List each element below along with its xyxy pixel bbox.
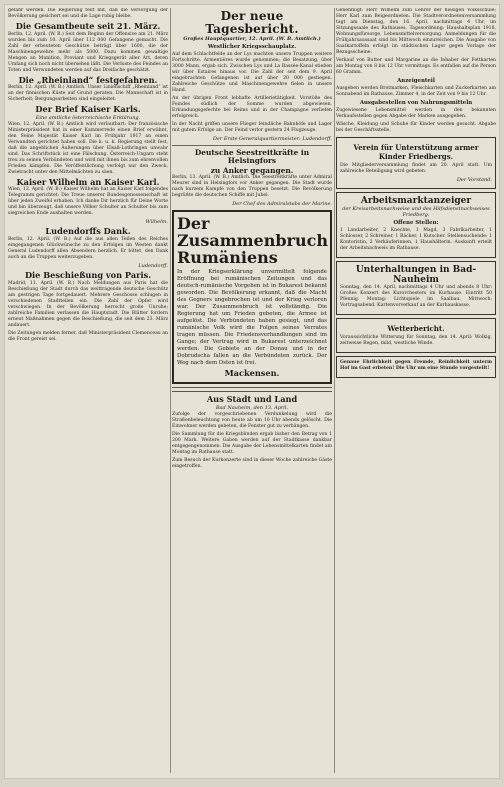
article-headline: Deutsche Seestreitkräfte in Helsingfors — [194, 148, 310, 165]
advertisement — [336, 318, 496, 353]
article-body: Berlin, 12. April. (W. B.) Amtlich. Unser Linienschiff „Rheinland“ ist an der finnischen Küste auf Grund geraten. Die Mannschaft ist in Sicherheit; Bergungsarbeiten sind eingeleitet. — [8, 85, 168, 103]
notice-body: Ausgeben werden Brotmarken, Fleischkarten und Zuckerkarten am Sonnabend im Rathause, Zimmer 4, in der Zeit von 9 bis 12 Uhr. — [336, 86, 496, 97]
ad-signature: Der Vorstand. — [456, 177, 492, 183]
intro-text: gefähr werden. Die Regierung teilt mit, daß die Versorgung der Bevölkerung gesichert sei und die Lage ruhig bleibe. — [8, 8, 168, 19]
article-body: Zufolge der vorgeschriebenen Verdunkelung wird die Straßenbeleuchtung von heute ab um 10 Uhr abends gelöscht. Die Einwohner werden gebeten, die Fenster gut zu verhängen. — [172, 411, 332, 429]
footer-notice — [336, 356, 496, 378]
notice-body: Zugewiesene Lebensmittel werden in den bekannten Verkaufsstellen gegen Abgabe der Marken ausgegeben. — [336, 108, 496, 119]
article-body: Berlin, 13. April. (W. B.) Amtlich. Die Seestreitkräfte unter Admiral Meurer sind in Helsingfors vor Anker gegangen. Die Stadt wurde nach kurzem Kampfe von den Truppen besetzt. Die Bevölkerung begrüßte die deutschen Schiffe mit Jubel. — [172, 175, 332, 199]
feature-box — [172, 210, 332, 384]
main-headline: Der neue Tagesbericht. — [205, 9, 299, 36]
article-body: Berlin, 12. April. (W. B.) Seit dem Beginn der Offensive am 21. März wurden bis zum 10. April über 112 000 Gefangene gemacht. Die Zahl der erbeuteten Geschütze beträgt über 1600, die der Maschinengewehre mehr als 5000. Dazu kommen gewaltige Mengen an Munition, Proviant und Kriegsgerät aller Art, deren Umfang sich noch nicht übersehen läßt. Die Verluste des Feindes an Toten und Verwundeten werden auf das Dreifache geschätzt. — [8, 31, 168, 73]
article-subheadline: Eine amtliche österreichische Erklärung. — [35, 114, 141, 121]
ad-headline: Verein für Unterstützung armer Kinder Friedbergs. — [353, 143, 479, 161]
column-left — [8, 8, 168, 773]
dateline: Bad Nauheim, den 13. April. — [215, 404, 289, 411]
ad-body: Sonntag, den 14. April, nachmittags 4 Uhr und abends 8 Uhr: Großes Konzert des Kurorchesters im Kurhause. Eintritt 50 Pfennig. Montag: Lichtspiele im Saalbau. Mittwoch: Vortragsabend. Kartenvorverkauf an der Kurhauskasse. — [340, 285, 492, 308]
feature-headline: Der Zusammenbruch Rumäniens — [177, 214, 328, 268]
footer-text: Genaue Ehrlichkeit gegen Fremde, Reinlichkeit unterm Hof im Gast erbeten! Die Uhr um eine Stunde vorgestellt! — [340, 360, 492, 371]
article-headline: Die Gesamtbeute seit 21. März. — [15, 21, 161, 31]
section-subheadline: Westlicher Kriegsschauplatz. — [207, 44, 297, 51]
ad-subheadline: der Kreisarbeitsnachweise und des Hilfsdienstnachweises Friedberg. — [342, 206, 490, 218]
feature-body: In der Kriegserklärung unvermittelt folgende Eröffnung bei rumänischen Zeitungen und das deutsch-rumänische Vorgehen ist in Bukarest bekannt geworden. Die Bevölkerung erkannt, daß die Macht des Gegners ungebrochen ist und der Krieg verloren war. Der Zusammenbruch ist vollständig. Die Regierung hat um Frieden gebeten, die Armee ist aufgelöst. Die Verbündeten haben gesiegt, und das rumänische Volk wird die Folgen seines Verrates tragen müssen. Die Friedensverhandlungen sind im Gange; der Vertrag wird in Bukarest unterzeichnet werden. Die Gebiete an der Donau und in der Dobrudscha fallen an die Verbündeten zurück. Der Weg nach dem Osten ist frei. — [177, 269, 327, 367]
ad-body: 1 Landarbeiter, 2 Knechte, 1 Magd, 3 Fabrikarbeiter, 1 Schlosser, 2 Schreiner, 1 Bäcker, 1 Kutscher. Stellensuchende: 1 Kontoristin, 2 Verkäuferinnen, 1 Haushälterin. Auskunft erteilt der Arbeitsnachweis im Rathause. — [340, 228, 492, 251]
section-headline: Aus Stadt und Land — [206, 394, 298, 405]
column-right — [336, 8, 496, 773]
article-headline: Der Brief Kaiser Karls. — [35, 104, 141, 115]
article-body: Zum Besuch der Kurkonzerte sind in dieser Woche zahlreiche Gäste eingetroffen. — [172, 457, 332, 469]
article-headline: Die „Rheinland“ festgefahren. — [18, 74, 158, 85]
feature-signature: Mackensen. — [224, 368, 280, 379]
article-body: Auf dem Schlachtfelde an der Lys machten unsere Truppen weitere Fortschritte. Armentières wurde genommen; die Besatzung, über 3000 Mann, ergab sich. Zwischen Lys und La Bassée-Kanal stießen wir über Estaires hinaus vor. Die Zahl der seit dem 9. April eingebrachten Gefangenen ist auf über 20 000 gestiegen. Zahlreiche Geschütze und Maschinengewehre fielen in unsere Hand. — [172, 52, 332, 94]
ad-headline: Wetterbericht. — [387, 324, 445, 333]
notice-body: Verkauf von Butter und Margarine an die Inhaber der Fettkarten am Montag von 8 bis 12 Uhr vormittags. Es entfallen auf die Person 60 Gramm. — [336, 58, 496, 75]
column-middle — [172, 8, 332, 773]
divider — [172, 387, 332, 392]
column-divider — [170, 8, 171, 773]
ad-body: Die Mitgliederversammlung findet am 20. April statt. Um zahlreiche Beteiligung wird gebeten. — [340, 163, 492, 174]
divider — [172, 145, 332, 146]
article-headline: Die Beschießung von Paris. — [24, 270, 152, 281]
article-body: Wien, 12. April. (W. B.) Amtlich wird verlautbart: Der französische Ministerpräsident hat in einer Kammerrede einen Brief erwähnt, den Seine Majestät Kaiser Karl im Frühjahr 1917 an einen Verwandten gerichtet haben soll. Die k. u. k. Regierung stellt fest, daß die angeblichen Äußerungen über Elsaß-Lothringen unwahr sind. Das Schriftstück ist eine Fälschung. Österreich-Ungarn steht treu zu seinen Verbündeten und wird mit ihnen bis zum ehrenvollen Frieden kämpfen. Die Veröffentlichung verfolgt nur den Zweck, Zwietracht unter den Mittelmächten zu säen. — [8, 121, 168, 175]
signature: Ludendorff. — [138, 263, 168, 270]
article-body: In der Nacht griffen unsere Flieger feindliche Bahnhöfe und Lager mit gutem Erfolge an. Der Feind verlor gestern 24 Flugzeuge. — [172, 122, 332, 134]
column-divider — [334, 8, 335, 773]
article-body: Madrid, 11. April. (W. B.) Nach Meldungen aus Paris hat die Beschießung der Stadt durch das weittragende deutsche Geschütz am gestrigen Tage fortgedauert. Mehrere Geschosse schlugen in verschiedenen Stadtteilen ein. Die Zahl der Opfer wird verschwiegen. In der Bevölkerung herrscht große Unruhe; zahlreiche Familien verlassen die Hauptstadt. Die Blätter fordern erneut Maßnahmen gegen die Beschießung, die seit dem 23. März andauert. — [8, 280, 168, 328]
notice-body: Genehmigt: Herr Wilhelm zum Lehrer der hiesigen Volksschule; Herr Karl zum Beigeordneten. Die Stadtverordnetenversammlung tagt am Dienstag, den 16. April, nachmittags 4 Uhr, im Sitzungssaale des Rathauses. Tagesordnung: Haushaltsplan 1918, Wohnungsfürsorge, Lebensmittelversorgung. Anmeldungen für die Frühjahrsaussaat sind bis Mittwoch einzureichen. Die Ausgabe von Saatkartoffeln erfolgt im städtischen Lager gegen Vorlage der Bezugsscheine. — [336, 8, 496, 55]
signature: Wilhelm. — [145, 219, 168, 226]
ad-section-label: Offene Stellen: — [393, 220, 439, 226]
article-headline: Kaiser Wilhelm an Kaiser Karl. — [16, 176, 160, 187]
advertisement — [336, 137, 496, 189]
signature: Der Chef des Admiralstabs der Marine. — [232, 201, 332, 208]
advertisement — [336, 261, 496, 315]
article-body: An der übrigen Front lebhafte Artillerietätigkeit. Vorstöße des Feindes südlich der Somme wurden abgewiesen. Erkundungsgefechte bei Reims und in der Champagne verliefen erfolgreich. — [172, 96, 332, 120]
article-headline: Ludendorffs Dank. — [45, 226, 131, 237]
article-body: Wien, 12. April. (W. B.) Kaiser Wilhelm hat an Kaiser Karl folgendes Telegramm gerichtet: Die Treue unserer Bundesgenossenschaft ist über jeden Zweifel erhaben. Ich danke Dir herzlich für Deine Worte und bin überzeugt, daß unsere Völker Schulter an Schulter bis zum siegreichen Ende aushalten werden. — [8, 187, 168, 217]
advertisement — [336, 192, 496, 258]
newspaper-page — [4, 4, 500, 779]
signature: Der Erste Generalquartiermeister: Ludendorff. — [212, 136, 332, 143]
notice-headline: Ausgabestellen von Nahrungsmitteln — [359, 100, 473, 106]
article-headline-continued: zu Anker gegangen. — [210, 165, 294, 175]
ad-headline: Arbeitsmarktanzeiger — [360, 196, 472, 206]
ad-headline: Unterhaltungen in Bad-Nauheim — [355, 265, 477, 285]
notice-headline: Anzeigenteil — [397, 78, 435, 84]
dateline: Großes Hauptquartier, 12. April. (W. B. Amtlich.) — [183, 36, 321, 43]
article-body: Berlin, 12. April. (W. B.) Auf die aus allen Teilen des Reiches eingegangenen Glückwünsche zu den Erfolgen im Westen dankt General Ludendorff allen Absendern herzlich. Er bittet, den Dank auch an die Truppen weiterzugeben. — [8, 237, 168, 261]
article-body: Die Zeitungen melden ferner, daß Ministerpräsident Clemenceau an die Front gereist sei. — [8, 330, 168, 342]
notice-body: Wäsche, Kleidung und Schuhe für Kinder werden gesucht. Abgabe bei der Geschäftsstelle. — [336, 122, 496, 133]
article-body: Die Sammlung für die Kriegsblinden ergab bisher den Betrag von 1 200 Mark. Weitere Gaben werden auf der Stadtkasse dankbar entgegengenommen. Die Ausgabe der Lebensmittelkarten findet am Montag im Rathause statt. — [172, 431, 332, 455]
ad-body: Voraussichtliche Witterung für Sonntag, den 14. April: Wolkig, zeitweise Regen, mild, westliche Winde. — [340, 335, 492, 346]
